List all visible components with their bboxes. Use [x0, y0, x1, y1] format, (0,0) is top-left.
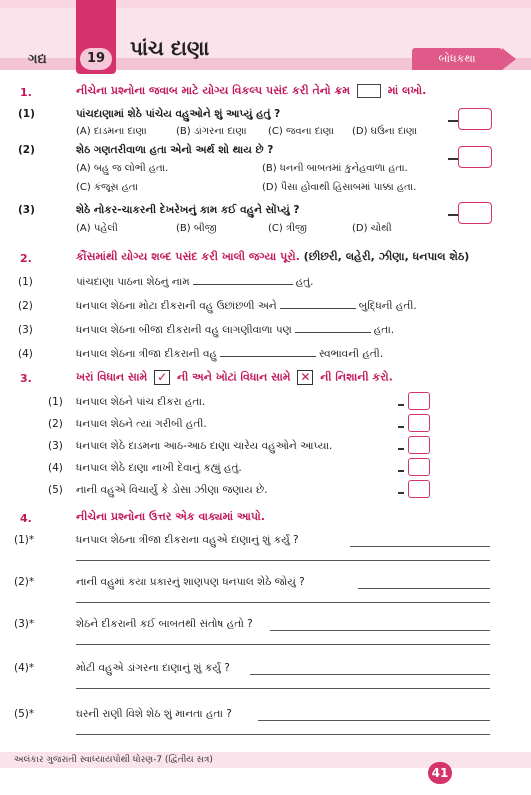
sa-5-answer-line-1[interactable] [258, 720, 490, 721]
cross-icon: ✕ [297, 370, 313, 385]
section2-number: 2. [20, 252, 32, 265]
sa-2-text: નાની વહુમાં કયા પ્રકારનું શાણપણ ધનપાલ શેઠે જોયું ? [76, 576, 305, 588]
q3-opt-b: (B) બીજી [176, 223, 217, 234]
q3-answer-box[interactable] [458, 202, 492, 224]
sa-2-answer-line-1[interactable] [358, 588, 490, 589]
tf-2-dash [398, 426, 404, 428]
section2-instruction [76, 250, 469, 264]
section2-instruction-text: કૌંસમાંથી યોગ્ય શબ્દ પસંદ કરી ખાલી જગ્યા પૂરો. [76, 250, 300, 263]
sa-2-number: (2)* [14, 576, 35, 588]
tf-4-text: ધનપાલ શેઠે દાણા નાખી દેવાનું કહ્યું હતું. [76, 462, 242, 474]
tf-2-number: (2) [48, 418, 63, 430]
fill-3-number: (3) [18, 324, 33, 336]
fill-1-pre: પાંચદાણા પાઠના શેઠનું નામ [76, 276, 190, 288]
tf-3-dash [398, 448, 404, 450]
q1-text: પાંચદાણામાં શેઠે પાંચેય વહુઓને શું આપ્યું હતું ? [76, 108, 281, 120]
sa-3-answer-line-1[interactable] [270, 630, 490, 631]
q2-opt-c: (C) કંજૂસ હતા [76, 182, 138, 193]
tf-2-text: ધનપાલ શેઠને ત્યાં ગરીબી હતી. [76, 418, 207, 430]
fill-1-number: (1) [18, 276, 33, 288]
sa-5-number: (5)* [14, 708, 35, 720]
tf-1-answer-box[interactable] [408, 392, 430, 410]
sa-4-answer-line-1[interactable] [250, 674, 490, 675]
q2-text: શેઠ ગણતરીવાળા હતા એનો અર્થ શો થાય છે ? [76, 144, 274, 156]
q1-dash [448, 120, 458, 122]
q2-opt-b: (B) ધનની બાબતમાં કુનેહવાળા હતા. [262, 163, 408, 174]
q2-opt-a: (A) બહુ જ લોભી હતા. [76, 163, 169, 174]
section3-instruction-a: ખરાં વિધાન સામે [76, 370, 148, 384]
sa-1-number: (1)* [14, 534, 35, 546]
subject-label: ગદ્ય [28, 52, 47, 67]
tf-3-text: ધનપાલ શેઠે દાડમના આઠ-આઠ દાણા ચારેય વહુઓને આપ્યા. [76, 440, 333, 452]
fill-1 [76, 276, 313, 289]
section1-instruction-post: માં લખો. [387, 84, 427, 97]
q1-answer-box[interactable] [458, 108, 492, 130]
book-title: અલંકાર ગુજરાતી સ્વાધ્યાયપોથી ધોરણ-7 (દ્વિતીય સત્ર) [14, 755, 213, 765]
tf-1-text: ધનપાલ શેઠને પાંચ દીકરા હતા. [76, 396, 206, 408]
q2-answer-box[interactable] [458, 146, 492, 168]
sa-5-text: ઘરની રાણી વિશે શેઠ શું માનતા હતા ? [76, 708, 232, 720]
fill-4-number: (4) [18, 348, 33, 360]
fill-3-pre: ધનપાલ શેઠના બીજા દીકરાની વહુ લાગણીવાળા પણ [76, 324, 292, 336]
tf-4-dash [398, 470, 404, 472]
sa-2-answer-line-2[interactable] [76, 602, 490, 603]
sa-4-number: (4)* [14, 662, 35, 674]
q3-opt-c: (C) ત્રીજી [268, 223, 307, 234]
section-tag: બોધકથા [412, 48, 502, 70]
q1-number: (1) [18, 108, 35, 120]
section3-number: 3. [20, 372, 32, 385]
fill-1-post: હતું. [295, 276, 314, 288]
fill-1-blank[interactable] [193, 284, 293, 285]
tf-3-answer-box[interactable] [408, 436, 430, 454]
q1-opt-b: (B) ડાંગરના દાણા [176, 126, 247, 137]
tf-5-number: (5) [48, 484, 63, 496]
sa-1-text: ધનપાલ શેઠના ત્રીજા દીકરાના વહુએ દાણાનું શું કર્યું ? [76, 534, 299, 546]
q3-opt-d: (D) ચોથી [352, 223, 392, 234]
q1-opt-a: (A) દાડમના દાણા [76, 126, 147, 137]
section4-number: 4. [20, 512, 32, 525]
fill-2 [76, 300, 417, 313]
section-tag-arrow [502, 48, 516, 70]
q3-text: શેઠે નોકર-ચાકરની દેખરેખનું કામ કઈ વહુને સોંપ્યું ? [76, 204, 300, 216]
q3-dash [448, 214, 458, 216]
section3-instruction-c: ની નિશાની કરો. [320, 370, 393, 384]
tf-3-number: (3) [48, 440, 63, 452]
section3-instruction-b: ની અને ખોટાં વિધાન સામે [176, 370, 291, 384]
tf-4-answer-box[interactable] [408, 458, 430, 476]
tf-5-dash [398, 492, 404, 494]
fill-2-post: બુદ્ધિની હતી. [358, 300, 417, 312]
q1-opt-d: (D) ઘઉંના દાણા [352, 126, 418, 137]
chapter-title: પાંચ દાણા [130, 36, 210, 60]
fill-4 [76, 348, 383, 361]
sa-3-number: (3)* [14, 618, 35, 630]
q2-opt-d: (D) પૈસા હોવાથી હિસાબમાં પાક્કા હતા. [262, 182, 417, 193]
sa-1-answer-line-1[interactable] [350, 546, 490, 547]
tf-2-answer-box[interactable] [408, 414, 430, 432]
q3-opt-a: (A) પહેલી [76, 223, 118, 234]
tf-4-number: (4) [48, 462, 63, 474]
sa-3-answer-line-2[interactable] [76, 644, 490, 645]
section2-word-list: (છીછરી, લહેરી, ઝીણા, ધનપાલ શેઠ) [303, 250, 470, 263]
fill-2-pre: ધનપાલ શેઠના મોટા દીકરાની વહુ ઉછાંછળી અને [76, 300, 277, 312]
section3-instruction [76, 370, 393, 385]
fill-4-post: સ્વભાવની હતી. [318, 348, 384, 360]
section4-instruction: નીચેના પ્રશ્નોના ઉત્તર એક વાક્યમાં આપો. [76, 510, 265, 523]
q3-number: (3) [18, 204, 35, 216]
sa-5-answer-line-2[interactable] [76, 734, 490, 735]
section1-instruction [76, 84, 426, 98]
section1-instruction-pre: નીચેના પ્રશ્નોના જવાબ માટે યોગ્ય વિકલ્પ પસંદ કરી તેનો ક્રમ [76, 84, 351, 97]
page-number: 41 [428, 762, 452, 784]
q2-dash [448, 158, 458, 160]
fill-4-pre: ધનપાલ શેઠના ત્રીજા દીકરાની વહુ [76, 348, 217, 360]
sa-1-answer-line-2[interactable] [76, 560, 490, 561]
sa-3-text: શેઠને દીકરાની કઈ બાબતથી સંતોષ હતો ? [76, 618, 253, 630]
q2-number: (2) [18, 144, 35, 156]
fill-3 [76, 324, 394, 337]
sa-4-answer-line-2[interactable] [76, 688, 490, 689]
chapter-number: 19 [80, 48, 112, 70]
sa-4-text: મોટી વહુએ ડાંગરના દાણાનું શું કર્યું ? [76, 662, 230, 674]
q1-opt-c: (C) જવના દાણા [268, 126, 334, 137]
checkmark-icon: ✓ [154, 370, 170, 385]
fill-3-blank[interactable] [295, 332, 371, 333]
fill-4-blank[interactable] [220, 356, 316, 357]
tf-5-answer-box[interactable] [408, 480, 430, 498]
section1-number: 1. [20, 86, 32, 99]
tf-1-dash [398, 404, 404, 406]
tf-1-number: (1) [48, 396, 63, 408]
tf-5-text: નાની વહુએ વિચાર્યું કે ડોસા ઝીણા જણાય છે. [76, 484, 268, 496]
fill-2-number: (2) [18, 300, 33, 312]
fill-3-post: હતા. [373, 324, 395, 336]
answer-box-icon [357, 84, 381, 98]
fill-2-blank[interactable] [280, 308, 356, 309]
